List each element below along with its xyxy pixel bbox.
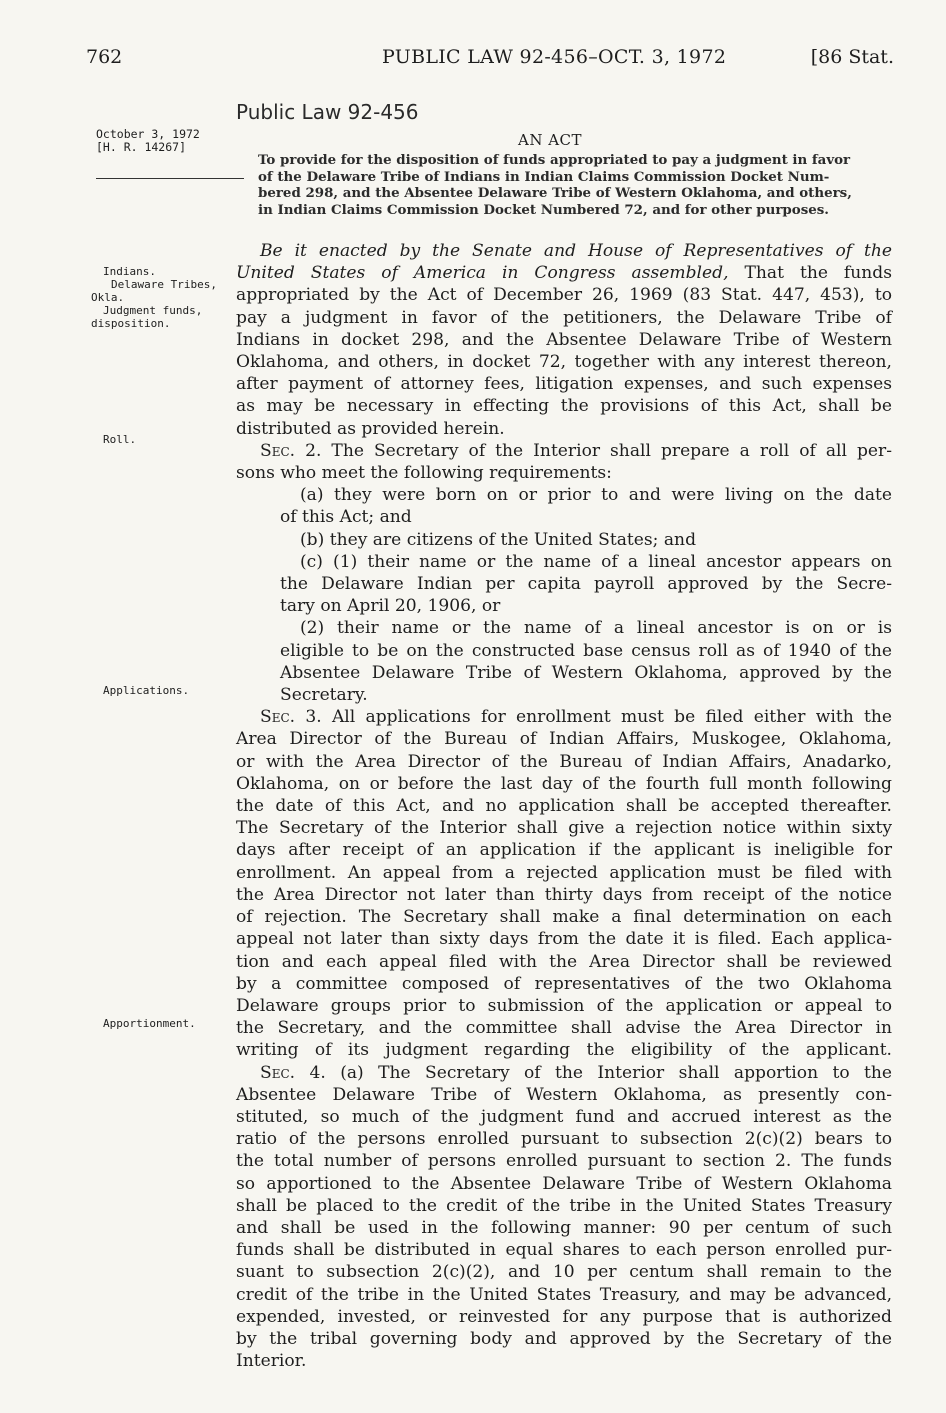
running-header <box>86 46 894 76</box>
summary-line: To provide for the disposition of funds appropriated to pay a judgment in favor <box>258 152 851 168</box>
summary-line: of the Delaware Tribe of Indians in Indian Claims Commission Docket Num- <box>258 168 830 185</box>
margin-note-line: disposition. <box>91 317 171 330</box>
page-number: 762 <box>86 46 123 68</box>
section3-line: the Secretary, and the committee shall advise the Area Director in <box>236 1018 892 1039</box>
divider <box>96 178 244 179</box>
section-label: Sec. 4. <box>260 1062 326 1083</box>
section3-line: by a committee composed of representatives of the two Oklahoma <box>236 973 892 994</box>
section2-item: (a) they were born on or prior to and were living on the date <box>300 485 892 506</box>
section3-line: or with the Area Director of the Bureau of Indian Affairs, Anadarko, <box>236 751 892 772</box>
section2-item: (b) they are citizens of the United States; and <box>300 529 697 550</box>
section2-item: tary on April 20, 1906, or <box>280 596 501 617</box>
act-heading: AN ACT <box>518 131 583 149</box>
date-line: October 3, 1972 <box>96 127 200 141</box>
section4-line: (a) The Secretary of the Interior shall apportion to the <box>340 1062 893 1083</box>
act-summary <box>242 152 890 218</box>
section4-line: stituted, so much of the judgment fund and accrued interest as the <box>236 1106 892 1127</box>
section4-line: credit of the tribe in the United States Treasury, and may be advanced, <box>236 1284 892 1305</box>
section-label: Sec. 2. <box>260 440 322 461</box>
section4-line: expended, invested, or reinvested for any purpose that is authorized <box>236 1306 892 1327</box>
act-body <box>236 240 892 1372</box>
margin-note-line: Judgment funds, <box>103 304 203 317</box>
section3-line: enrollment. An appeal from a rejected application must be filed with <box>236 862 892 883</box>
section2-item: of this Act; and <box>280 507 412 528</box>
section-3 <box>236 706 892 1061</box>
section4-line: Absentee Delaware Tribe of Western Oklahoma, as presently con- <box>236 1084 892 1105</box>
section1-line: after payment of attorney fees, litigation expenses, and such expenses <box>236 374 892 395</box>
summary-line: in Indian Claims Commission Docket Numbered 72, and for other purposes. <box>258 201 829 218</box>
running-title: PUBLIC LAW 92-456–OCT. 3, 1972 <box>382 46 727 68</box>
section-label: Sec. 3. <box>260 707 322 728</box>
section3-line: All applications for enrollment must be filed either with the <box>331 707 892 728</box>
bill-line: [H. R. 14267] <box>96 140 187 154</box>
section-2 <box>236 440 892 706</box>
section1-line: Oklahoma, and others, in docket 72, together with any interest thereon, <box>236 352 892 373</box>
summary-line: bered 298, and the Absentee Delaware Tribe of Western Oklahoma, and others, <box>258 185 852 202</box>
margin-note-indians <box>91 265 217 330</box>
section3-line: days after receipt of an application if the applicant is ineligible for <box>236 840 892 861</box>
section2-item: (c) (1) their name or the name of a lineal ancestor appears on <box>300 551 892 572</box>
section2-item: the Delaware Indian per capita payroll approved by the Secre- <box>280 574 892 595</box>
enactment-meta <box>96 128 246 154</box>
section4-line: by the tribal governing body and approved by the Secretary of the <box>236 1328 892 1349</box>
section4-line: the total number of persons enrolled pursuant to section 2. The funds <box>236 1151 892 1172</box>
section3-line: The Secretary of the Interior shall give a rejection notice within sixty <box>236 818 892 839</box>
section3-line: writing of its judgment regarding the eligibility of the applicant. <box>236 1040 892 1061</box>
enacting-line: United States of America in Congress assembled, <box>236 263 729 284</box>
section1-line: as may be necessary in effecting the provisions of this Act, shall be <box>236 396 892 417</box>
margin-note-roll: Roll. <box>103 433 137 446</box>
section3-line: Delaware groups prior to submission of the application or appeal to <box>236 995 892 1016</box>
section1-line: pay a judgment in favor of the petitioners, the Delaware Tribe of <box>236 307 892 328</box>
section3-line: Oklahoma, on or before the last day of the fourth full month following <box>236 773 892 794</box>
section3-line: the date of this Act, and no application shall be accepted thereafter. <box>236 796 892 817</box>
enacting-line: Be it enacted by the Senate and House of Representatives of the <box>260 241 892 261</box>
margin-note-line: Okla. <box>91 291 125 304</box>
section3-line: Area Director of the Bureau of Indian Affairs, Muskogee, Oklahoma, <box>236 729 892 750</box>
section4-line: funds shall be distributed in equal shares to each person enrolled pur- <box>236 1240 892 1261</box>
section4-line: and shall be used in the following manner: 90 per centum of such <box>236 1217 892 1238</box>
section1-line: appropriated by the Act of December 26, 1969 (83 Stat. 447, 453), to <box>236 285 892 306</box>
margin-note-applications: Applications. <box>103 684 190 697</box>
section4-line: Interior. <box>236 1351 307 1372</box>
section-4 <box>236 1062 892 1373</box>
section1-start: That the funds <box>744 263 892 284</box>
section2-line: The Secretary of the Interior shall prepare a roll of all per- <box>331 440 892 461</box>
section3-line: of rejection. The Secretary shall make a final determination on each <box>236 907 892 928</box>
section2-item: eligible to be on the constructed base census roll as of 1940 of the <box>280 640 892 661</box>
section4-line: suant to subsection 2(c)(2), and 10 per centum shall remain to the <box>236 1262 892 1283</box>
section1-line: Indians in docket 298, and the Absentee Delaware Tribe of Western <box>236 329 892 350</box>
section3-line: the Area Director not later than thirty days from receipt of the notice <box>236 884 892 905</box>
enacting-clause <box>236 240 892 440</box>
section2-item: (2) their name or the name of a lineal ancestor is on or is <box>300 618 892 639</box>
section1-line: distributed as provided herein. <box>236 418 505 439</box>
section3-line: tion and each appeal filed with the Area Director shall be reviewed <box>236 951 892 972</box>
margin-note-apportionment: Apportionment. <box>103 1017 196 1030</box>
section4-line: shall be placed to the credit of the tribe in the United States Treasury <box>236 1195 892 1216</box>
section3-line: appeal not later than sixty days from the date it is filed. Each applica- <box>236 929 892 950</box>
section2-line: sons who meet the following requirements: <box>236 463 612 484</box>
margin-note-line: Indians. <box>103 265 156 278</box>
margin-note-line: Delaware Tribes, <box>111 278 217 291</box>
section4-line: ratio of the persons enrolled pursuant to subsection 2(c)(2) bears to <box>236 1129 892 1150</box>
section2-item: Absentee Delaware Tribe of Western Oklahoma, approved by the <box>280 662 892 683</box>
stat-reference: [86 Stat. <box>810 46 894 68</box>
section2-item: Secretary. <box>280 685 368 706</box>
section4-line: so apportioned to the Absentee Delaware Tribe of Western Oklahoma <box>236 1173 892 1194</box>
law-title: Public Law 92-456 <box>236 100 419 124</box>
